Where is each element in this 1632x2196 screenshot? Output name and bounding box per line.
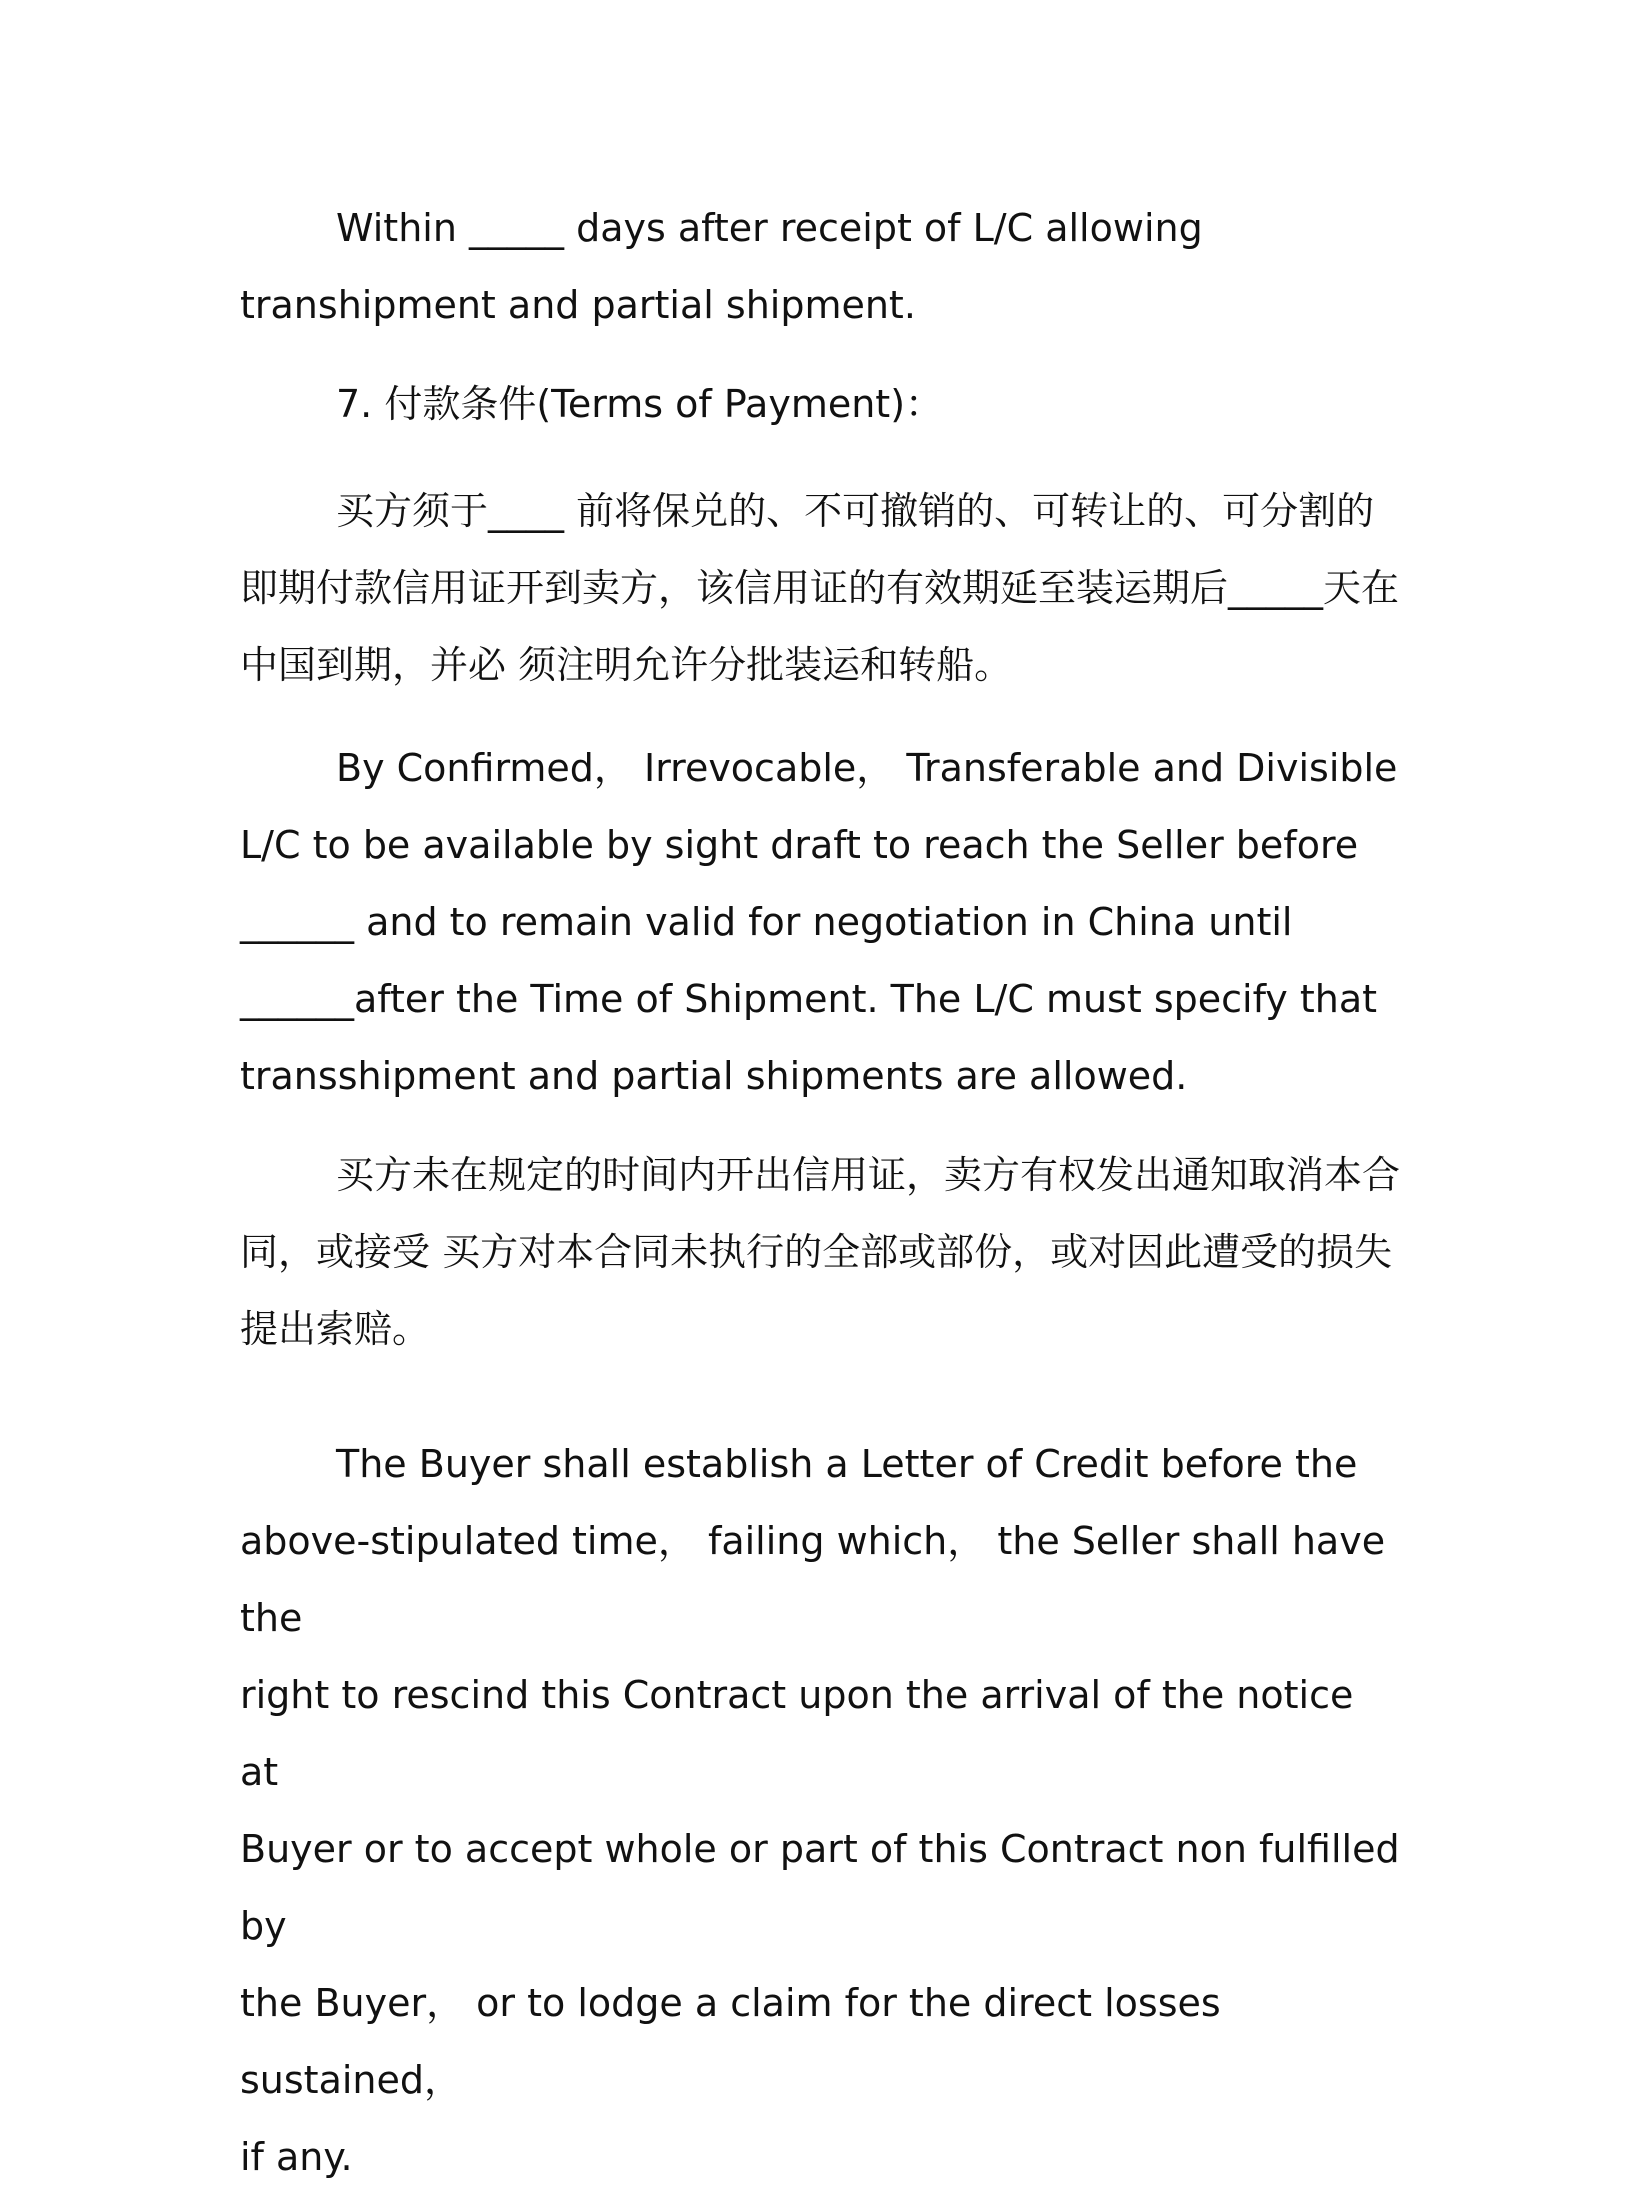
text-line: above-stipulated time， failing which， the Seller shall have the	[240, 1519, 1386, 1640]
text-line: ______after the Time of Shipment. The L/C must specify that	[240, 977, 1378, 1021]
text-line: 买方未在规定的时间内开出信用证，卖方有权发出通知取消本合	[336, 1153, 1401, 1197]
text-line: transshipment and partial shipments are allowed.	[240, 1054, 1188, 1098]
text-line: if any.	[240, 2135, 353, 2179]
text-line: 同，或接受 买方对本合同未执行的全部或部份，或对因此遭受的损失	[240, 1230, 1393, 1274]
section-heading-terms-of-payment	[240, 366, 1400, 443]
text-line: 即期付款信用证开到卖方，该信用证的有效期延至装运期后_____天在	[240, 566, 1400, 610]
paragraph-payment-zh	[240, 473, 1400, 704]
paragraph-failure-zh	[240, 1137, 1400, 1368]
heading-text: 7. 付款条件(Terms of Payment)：	[336, 382, 944, 426]
text-line: L/C to be available by sight draft to reach the Seller before	[240, 823, 1359, 867]
text-line: 提出索赔。	[240, 1307, 431, 1351]
text-line: transhipment and partial shipment.	[240, 283, 916, 327]
text-line: 中国到期，并必 须注明允许分批装运和转船。	[240, 643, 1013, 687]
text-line: 买方须于____ 前将保兑的、不可撤销的、可转让的、可分割的	[336, 489, 1375, 533]
paragraph-shipment-en	[240, 190, 1400, 344]
document-body	[240, 190, 1400, 2196]
text-line: Buyer or to accept whole or part of this Contract non fulfilled by	[240, 1827, 1400, 1948]
text-line: the Buyer， or to lodge a claim for the direct losses sustained，	[240, 1981, 1221, 2102]
text-line: right to rescind this Contract upon the arrival of the notice at	[240, 1673, 1354, 1794]
paragraph-failure-en	[240, 1426, 1400, 2196]
text-line: ______ and to remain valid for negotiation in China until	[240, 900, 1293, 944]
paragraph-payment-en	[240, 730, 1400, 1115]
text-line: Within _____ days after receipt of L/C allowing	[336, 206, 1203, 250]
text-line: The Buyer shall establish a Letter of Credit before the	[336, 1442, 1358, 1486]
text-line: By Confirmed， Irrevocable， Transferable and Divisible	[336, 746, 1398, 790]
